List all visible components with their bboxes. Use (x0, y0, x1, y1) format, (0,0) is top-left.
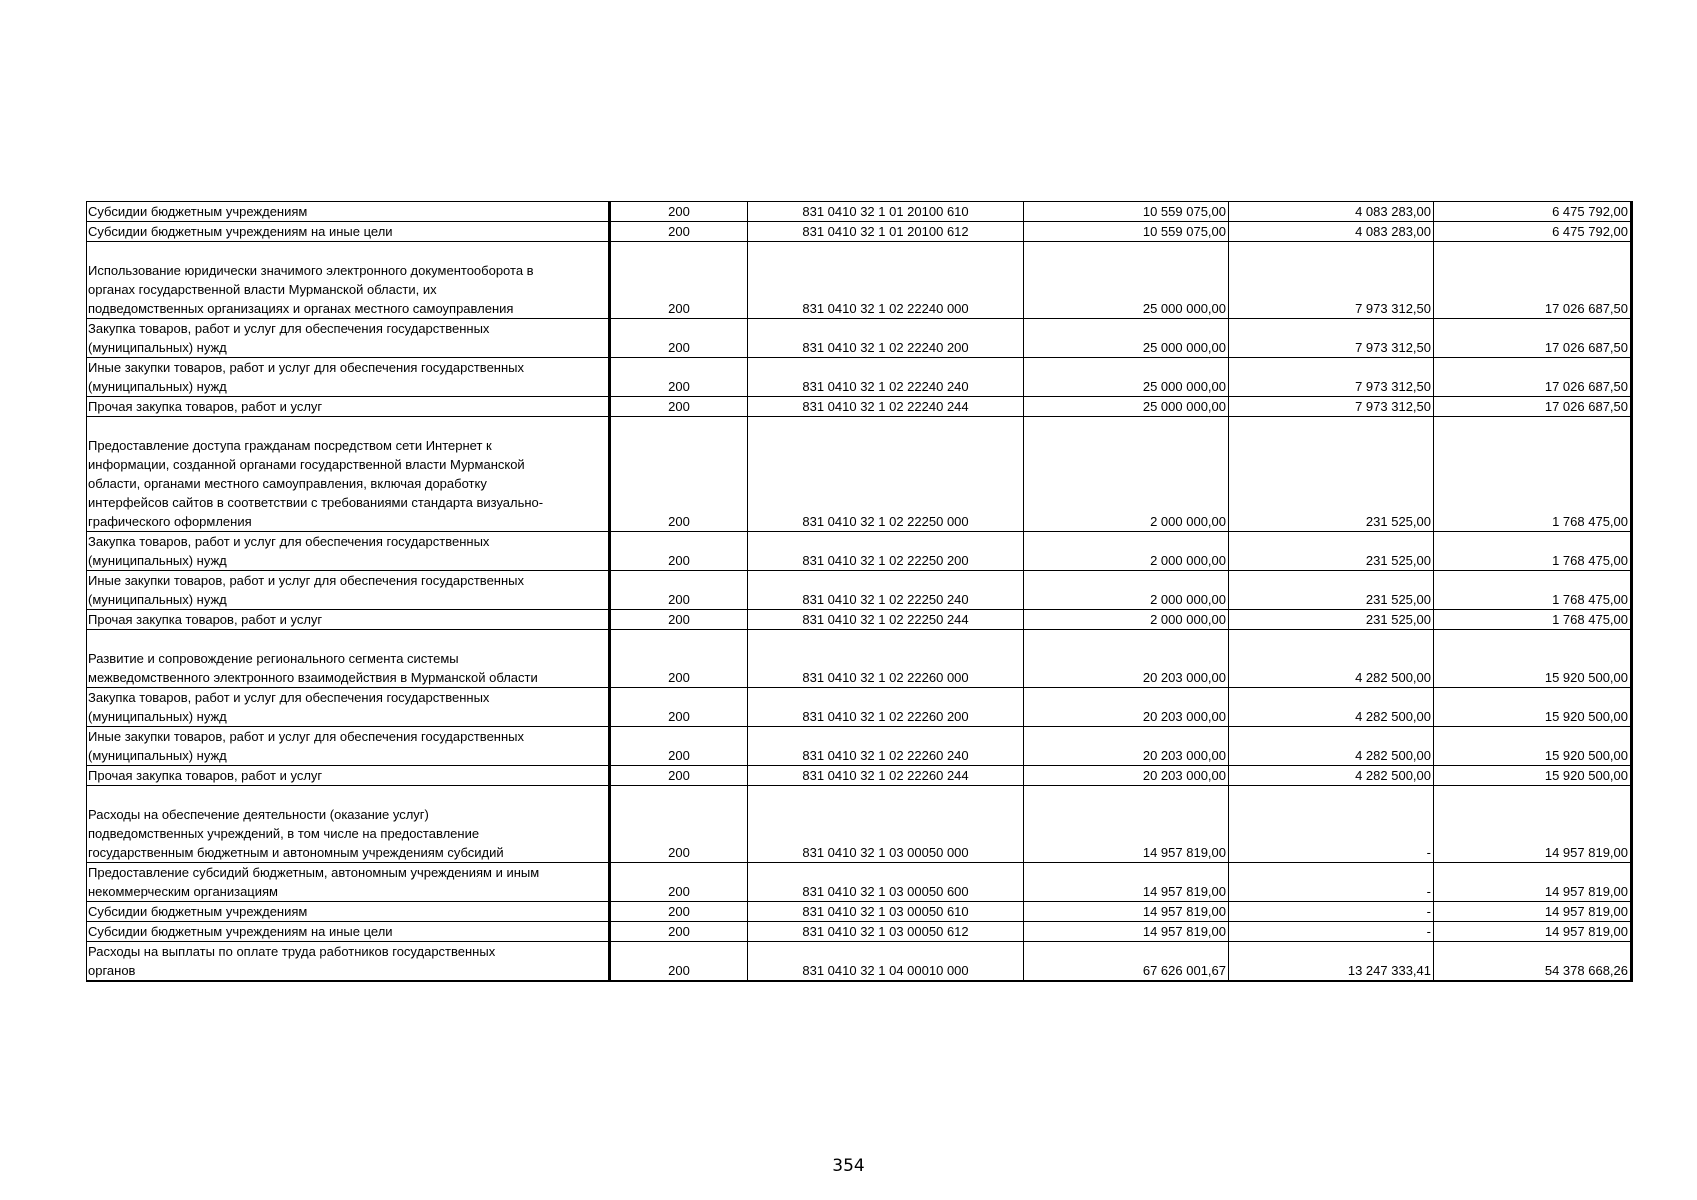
table-row (87, 786, 1632, 863)
table-row (87, 242, 1632, 319)
executed-amount-cell: 7 973 312,50 (1229, 397, 1434, 417)
budget-classification-code-cell: 831 0410 32 1 01 20100 612 (748, 222, 1024, 242)
approved-amount-cell: 2 000 000,00 (1024, 610, 1229, 630)
table-body (87, 202, 1632, 982)
table-row (87, 766, 1632, 786)
approved-amount-cell: 2 000 000,00 (1024, 532, 1229, 571)
page-number: 354 (832, 1156, 865, 1176)
executed-amount-cell: - (1229, 922, 1434, 942)
table-row (87, 397, 1632, 417)
approved-amount-cell: 67 626 001,67 (1024, 942, 1229, 982)
budget-classification-code-cell: 831 0410 32 1 02 22260 200 (748, 688, 1024, 727)
line-code-cell: 200 (610, 222, 748, 242)
executed-amount-cell: 4 083 283,00 (1229, 202, 1434, 222)
executed-amount-cell: 231 525,00 (1229, 417, 1434, 532)
budget-execution-table (86, 201, 1633, 982)
approved-amount-cell: 2 000 000,00 (1024, 571, 1229, 610)
executed-amount-cell: 7 973 312,50 (1229, 358, 1434, 397)
table-row (87, 358, 1632, 397)
executed-amount-cell: 13 247 333,41 (1229, 942, 1434, 982)
line-code-cell: 200 (610, 786, 748, 863)
approved-amount-cell: 25 000 000,00 (1024, 242, 1229, 319)
expense-name-cell: Расходы на обеспечение деятельности (оказание услуг) подведомственных учреждений, в том числе на предоставление государственным бюджетным и автономным учреждениям субсидий (87, 786, 610, 863)
budget-classification-code-cell: 831 0410 32 1 02 22240 244 (748, 397, 1024, 417)
line-code-cell: 200 (610, 610, 748, 630)
executed-amount-cell: 4 083 283,00 (1229, 222, 1434, 242)
expense-name-cell: Субсидии бюджетным учреждениям на иные цели (87, 922, 610, 942)
remaining-amount-cell: 1 768 475,00 (1434, 571, 1632, 610)
approved-amount-cell: 25 000 000,00 (1024, 319, 1229, 358)
line-code-cell: 200 (610, 358, 748, 397)
table-row (87, 863, 1632, 902)
table-row (87, 610, 1632, 630)
line-code-cell: 200 (610, 727, 748, 766)
approved-amount-cell: 10 559 075,00 (1024, 202, 1229, 222)
approved-amount-cell: 14 957 819,00 (1024, 902, 1229, 922)
executed-amount-cell: - (1229, 902, 1434, 922)
remaining-amount-cell: 14 957 819,00 (1434, 786, 1632, 863)
line-code-cell: 200 (610, 766, 748, 786)
expense-name-cell: Развитие и сопровождение регионального сегмента системы межведомственного электронного взаимодействия в Мурманской области (87, 630, 610, 688)
budget-classification-code-cell: 831 0410 32 1 03 00050 610 (748, 902, 1024, 922)
approved-amount-cell: 25 000 000,00 (1024, 397, 1229, 417)
remaining-amount-cell: 14 957 819,00 (1434, 863, 1632, 902)
line-code-cell: 200 (610, 688, 748, 727)
executed-amount-cell: 4 282 500,00 (1229, 727, 1434, 766)
budget-classification-code-cell: 831 0410 32 1 04 00010 000 (748, 942, 1024, 982)
remaining-amount-cell: 15 920 500,00 (1434, 727, 1632, 766)
remaining-amount-cell: 54 378 668,26 (1434, 942, 1632, 982)
remaining-amount-cell: 14 957 819,00 (1434, 902, 1632, 922)
approved-amount-cell: 2 000 000,00 (1024, 417, 1229, 532)
expense-name-cell: Субсидии бюджетным учреждениям на иные цели (87, 222, 610, 242)
budget-classification-code-cell: 831 0410 32 1 03 00050 000 (748, 786, 1024, 863)
budget-classification-code-cell: 831 0410 32 1 02 22260 000 (748, 630, 1024, 688)
expense-name-cell: Иные закупки товаров, работ и услуг для обеспечения государственных (муниципальных) нужд (87, 727, 610, 766)
expense-name-cell: Иные закупки товаров, работ и услуг для обеспечения государственных (муниципальных) нужд (87, 571, 610, 610)
approved-amount-cell: 25 000 000,00 (1024, 358, 1229, 397)
remaining-amount-cell: 15 920 500,00 (1434, 630, 1632, 688)
remaining-amount-cell: 1 768 475,00 (1434, 610, 1632, 630)
expense-name-cell: Закупка товаров, работ и услуг для обеспечения государственных (муниципальных) нужд (87, 532, 610, 571)
budget-classification-code-cell: 831 0410 32 1 03 00050 600 (748, 863, 1024, 902)
table-row (87, 319, 1632, 358)
budget-classification-code-cell: 831 0410 32 1 02 22250 240 (748, 571, 1024, 610)
table-row (87, 202, 1632, 222)
executed-amount-cell: 7 973 312,50 (1229, 319, 1434, 358)
remaining-amount-cell: 6 475 792,00 (1434, 202, 1632, 222)
line-code-cell: 200 (610, 202, 748, 222)
remaining-amount-cell: 1 768 475,00 (1434, 532, 1632, 571)
line-code-cell: 200 (610, 942, 748, 982)
expense-name-cell: Закупка товаров, работ и услуг для обеспечения государственных (муниципальных) нужд (87, 319, 610, 358)
remaining-amount-cell: 15 920 500,00 (1434, 688, 1632, 727)
table-row (87, 942, 1632, 982)
table-row (87, 571, 1632, 610)
expense-name-cell: Расходы на выплаты по оплате труда работников государственных органов (87, 942, 610, 982)
budget-classification-code-cell: 831 0410 32 1 02 22240 000 (748, 242, 1024, 319)
table-row (87, 902, 1632, 922)
executed-amount-cell: - (1229, 786, 1434, 863)
expense-name-cell: Закупка товаров, работ и услуг для обеспечения государственных (муниципальных) нужд (87, 688, 610, 727)
expense-name-cell: Использование юридически значимого электронного документооборота в органах государственной власти Мурманской области, их подведомственных организациях и органах местного самоуправления (87, 242, 610, 319)
table-row (87, 417, 1632, 532)
budget-classification-code-cell: 831 0410 32 1 01 20100 610 (748, 202, 1024, 222)
budget-classification-code-cell: 831 0410 32 1 02 22240 240 (748, 358, 1024, 397)
line-code-cell: 200 (610, 571, 748, 610)
budget-classification-code-cell: 831 0410 32 1 02 22260 240 (748, 727, 1024, 766)
budget-classification-code-cell: 831 0410 32 1 02 22250 200 (748, 532, 1024, 571)
line-code-cell: 200 (610, 397, 748, 417)
approved-amount-cell: 20 203 000,00 (1024, 766, 1229, 786)
remaining-amount-cell: 15 920 500,00 (1434, 766, 1632, 786)
approved-amount-cell: 14 957 819,00 (1024, 786, 1229, 863)
approved-amount-cell: 14 957 819,00 (1024, 922, 1229, 942)
line-code-cell: 200 (610, 532, 748, 571)
executed-amount-cell: 4 282 500,00 (1229, 766, 1434, 786)
line-code-cell: 200 (610, 319, 748, 358)
line-code-cell: 200 (610, 902, 748, 922)
remaining-amount-cell: 1 768 475,00 (1434, 417, 1632, 532)
executed-amount-cell: - (1229, 863, 1434, 902)
executed-amount-cell: 4 282 500,00 (1229, 630, 1434, 688)
expense-name-cell: Иные закупки товаров, работ и услуг для обеспечения государственных (муниципальных) нужд (87, 358, 610, 397)
expense-name-cell: Прочая закупка товаров, работ и услуг (87, 397, 610, 417)
table-row (87, 222, 1632, 242)
table-row (87, 688, 1632, 727)
remaining-amount-cell: 17 026 687,50 (1434, 358, 1632, 397)
budget-classification-code-cell: 831 0410 32 1 02 22260 244 (748, 766, 1024, 786)
expense-name-cell: Прочая закупка товаров, работ и услуг (87, 610, 610, 630)
budget-classification-code-cell: 831 0410 32 1 02 22250 244 (748, 610, 1024, 630)
remaining-amount-cell: 6 475 792,00 (1434, 222, 1632, 242)
approved-amount-cell: 20 203 000,00 (1024, 727, 1229, 766)
executed-amount-cell: 4 282 500,00 (1229, 688, 1434, 727)
expense-name-cell: Предоставление субсидий бюджетным, автономным учреждениям и иным некоммерческим организациям (87, 863, 610, 902)
executed-amount-cell: 7 973 312,50 (1229, 242, 1434, 319)
remaining-amount-cell: 17 026 687,50 (1434, 319, 1632, 358)
table-row (87, 922, 1632, 942)
table-row (87, 532, 1632, 571)
budget-classification-code-cell: 831 0410 32 1 02 22250 000 (748, 417, 1024, 532)
line-code-cell: 200 (610, 417, 748, 532)
budget-classification-code-cell: 831 0410 32 1 02 22240 200 (748, 319, 1024, 358)
approved-amount-cell: 20 203 000,00 (1024, 688, 1229, 727)
executed-amount-cell: 231 525,00 (1229, 610, 1434, 630)
expense-name-cell: Субсидии бюджетным учреждениям (87, 202, 610, 222)
line-code-cell: 200 (610, 863, 748, 902)
approved-amount-cell: 14 957 819,00 (1024, 863, 1229, 902)
table-row (87, 630, 1632, 688)
expense-name-cell: Прочая закупка товаров, работ и услуг (87, 766, 610, 786)
executed-amount-cell: 231 525,00 (1229, 571, 1434, 610)
approved-amount-cell: 20 203 000,00 (1024, 630, 1229, 688)
executed-amount-cell: 231 525,00 (1229, 532, 1434, 571)
approved-amount-cell: 10 559 075,00 (1024, 222, 1229, 242)
line-code-cell: 200 (610, 630, 748, 688)
expense-name-cell: Предоставление доступа гражданам посредством сети Интернет к информации, созданной органами государственной власти Мурманской области, органами местного самоуправления, включая доработку интерфейсов сайтов в соответствии с требованиями стандарта визуально- графического оформления (87, 417, 610, 532)
line-code-cell: 200 (610, 922, 748, 942)
line-code-cell: 200 (610, 242, 748, 319)
remaining-amount-cell: 17 026 687,50 (1434, 397, 1632, 417)
remaining-amount-cell: 14 957 819,00 (1434, 922, 1632, 942)
remaining-amount-cell: 17 026 687,50 (1434, 242, 1632, 319)
table-row (87, 727, 1632, 766)
budget-classification-code-cell: 831 0410 32 1 03 00050 612 (748, 922, 1024, 942)
expense-name-cell: Субсидии бюджетным учреждениям (87, 902, 610, 922)
